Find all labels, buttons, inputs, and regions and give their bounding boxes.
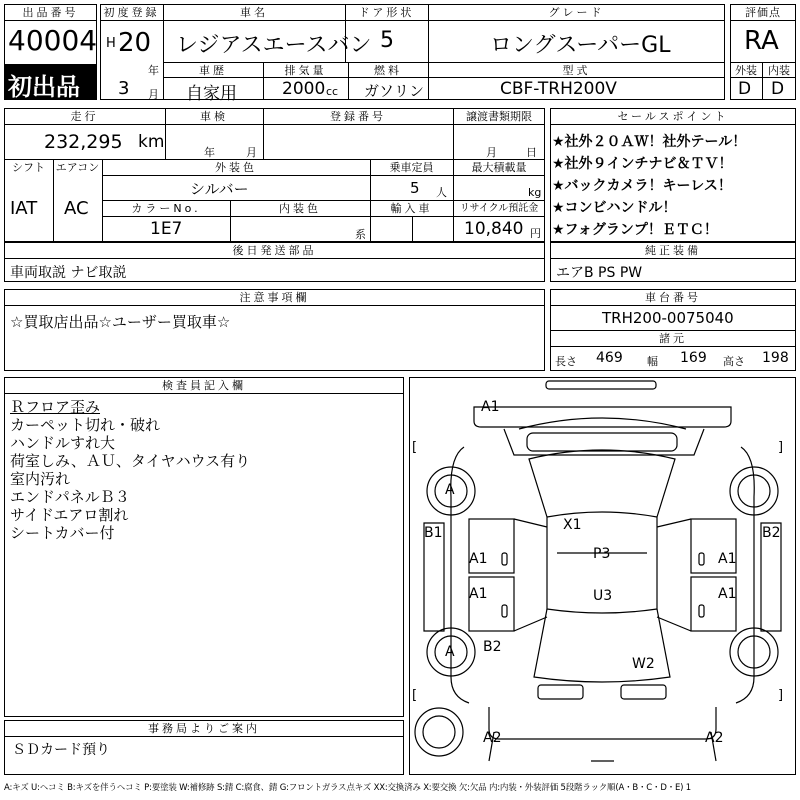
first-listing-badge: 初出品	[5, 64, 96, 99]
capacity: 5	[410, 179, 420, 197]
mark-back-door: W2	[632, 656, 655, 672]
mileage: 232,295	[44, 131, 123, 153]
inspector-note: 荷室しみ、ＡＵ、タイヤハウス有り	[10, 452, 251, 470]
std-equipment: エアB PS PW	[556, 265, 643, 281]
history: 自家用	[186, 84, 237, 104]
inspector-note: 室内汚れ	[10, 470, 71, 488]
mark-left-rear-tire: A	[445, 644, 455, 660]
sales-point: ★コンビハンドル！	[552, 200, 677, 216]
chassis-number: TRH200-0075040	[602, 309, 734, 327]
mark-front-left-tire: A	[445, 482, 455, 498]
mark-left-front-door: A1	[469, 551, 488, 567]
inspector-note: カーペット切れ・破れ	[10, 416, 161, 434]
shift: IAT	[10, 198, 38, 219]
bracket-right: ]	[778, 440, 784, 455]
era: H	[106, 36, 116, 51]
mark-rear-right: A2	[705, 730, 724, 746]
sales-point: ★社外９インチナビ＆ＴＶ！	[552, 156, 733, 172]
mark-left-rear-door: A1	[469, 586, 488, 602]
mark-front-bumper: A1	[481, 399, 500, 415]
aircon: AC	[64, 198, 89, 219]
color-no: 1E7	[150, 219, 183, 239]
exterior-grade: D	[738, 79, 752, 99]
mark-left-quarter: B2	[483, 639, 502, 655]
mark-left-fender: B1	[424, 525, 443, 541]
mark-floor: U3	[593, 588, 613, 604]
lot-header: 出品番号	[22, 6, 79, 19]
notes: ☆買取店出品☆ユーザー買取車☆	[10, 313, 231, 331]
interior-grade: D	[771, 79, 785, 99]
bracket-left: [	[412, 440, 418, 455]
mark-right-rear-door: A1	[718, 586, 737, 602]
sales-point: ★フォグランプ！ＥＴＣ！	[552, 222, 718, 238]
recycle-fee: 10,840	[464, 219, 524, 239]
lot-number: 40004	[8, 24, 98, 57]
mark-right-front-door: A1	[718, 551, 737, 567]
sales-point: ★バックカメラ！キーレス！	[552, 178, 732, 194]
car-name: レジアスエースバン	[176, 33, 372, 58]
inspector-note: ハンドルすれ大	[10, 434, 116, 452]
mark-roof: P3	[593, 546, 611, 562]
height: 198	[762, 350, 789, 366]
later-parts: 車両取説 ナビ取説	[10, 265, 127, 281]
width: 169	[680, 350, 707, 366]
mark-rear-left: A2	[483, 730, 502, 746]
reg-month: 3	[118, 78, 130, 99]
inspector-note: サイドエアロ割れ	[10, 506, 129, 524]
bracket-left: [	[412, 688, 418, 703]
bracket-right: ]	[778, 688, 784, 703]
sales-point: ★社外２０ＡＷ！社外テール！	[552, 134, 747, 150]
reg-year: 20	[118, 28, 152, 58]
inspector-note: Ｒフロア歪み	[10, 398, 101, 416]
mark-right-fender: B2	[762, 525, 781, 541]
legend: A:キズ U:ヘコミ B:キズを伴うヘコミ P:要塗装 W:補修跡 S:錆 C:腐食、錆 G:フロントガラス点キズ XX:交換済み X:要交換 欠:欠品 内:内装・外装評価 5段階ラック順(A・B・C・D・E) 1	[4, 783, 691, 793]
car-diagram	[409, 377, 796, 775]
office-notes: ＳＤカード預り	[12, 742, 110, 758]
inspector-note: エンドパネルＢ３	[10, 488, 130, 506]
door-count: 5	[380, 28, 394, 53]
model-code: CBF-TRH200V	[500, 79, 617, 99]
grade: ロングスーパーGL	[490, 33, 671, 58]
fuel: ガソリン	[364, 82, 425, 100]
exterior-color: シルバー	[190, 180, 249, 198]
inspector-note: シートカバー付	[10, 524, 115, 542]
displacement: 2000	[282, 79, 326, 99]
score: RA	[744, 26, 779, 56]
length: 469	[596, 350, 623, 366]
mark-roof-front: X1	[563, 517, 582, 533]
